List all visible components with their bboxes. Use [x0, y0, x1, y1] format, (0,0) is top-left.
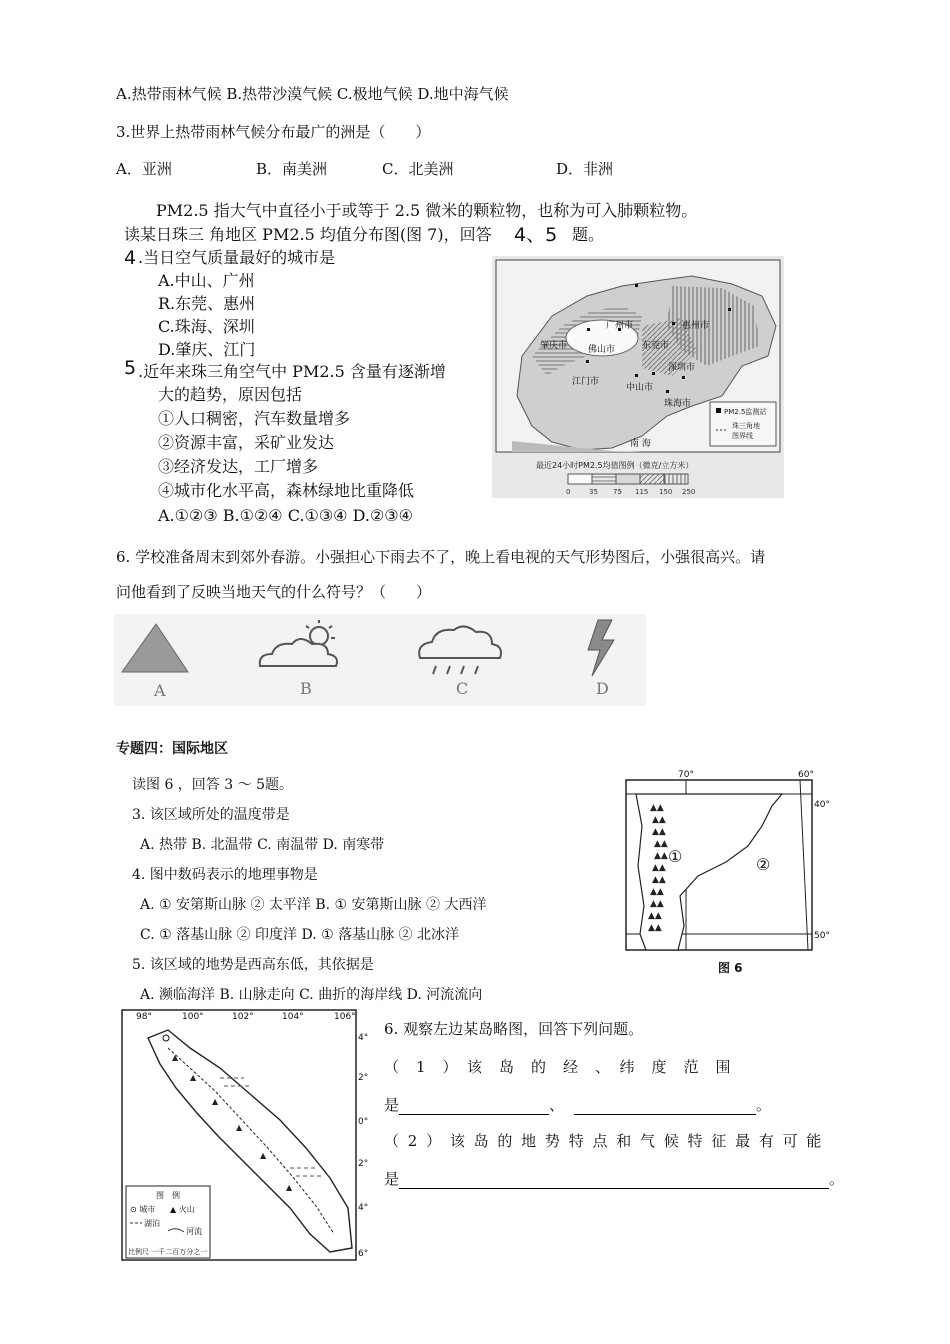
q4-option-b: R.东莞、惠州 [158, 294, 256, 313]
q4-option-a: A.中山、广州 [158, 271, 255, 290]
svg-text:▲▲: ▲▲ [650, 887, 664, 897]
island-lon-104: 104° [282, 1012, 304, 1022]
fig6-lat-40: 40° [814, 800, 830, 810]
svg-text:▲: ▲ [172, 1053, 179, 1062]
map-city-zhaoqing: 肇庆市 [540, 341, 568, 351]
q5-item-4: ④城市化水平高，森林绿地比重降低 [158, 481, 415, 500]
figure-6-map [622, 766, 836, 980]
map-tick-75: 75 [613, 488, 622, 496]
island-legend-volcano: ▲ 火山 [170, 1205, 195, 1214]
q6b-answer-blank-2[interactable] [574, 1098, 756, 1115]
fig6-mark-1: ① [668, 847, 683, 866]
t4-q4-options-1: A. ① 安第斯山脉 ② 太平洋 B. ① 安第斯山脉 ② 大西洋 [140, 897, 487, 913]
map-city-jiangmen: 江门市 [572, 377, 600, 387]
q3-option-a: A．亚洲 [116, 160, 172, 178]
q5-item-3: ③经济发达，工厂增多 [158, 457, 319, 476]
q5-number: 5 [124, 357, 137, 379]
fig6-mark-2: ② [756, 855, 771, 874]
svg-text:▲: ▲ [236, 1123, 243, 1132]
svg-text:▲: ▲ [190, 1073, 197, 1082]
weather-label-a: A [154, 681, 166, 700]
q4-stem: .当日空气质量最好的城市是 [138, 248, 336, 267]
pm-intro-line2: 读某日珠三 角地区 PM2.5 均值分布图(图 7)，回答 [124, 225, 492, 244]
island-lat-2n: 2° [358, 1073, 369, 1083]
map-tick-0: 0 [566, 488, 571, 496]
partly-cloudy-icon [260, 620, 337, 666]
map-city-dongguan: 东莞市 [642, 341, 670, 351]
q6b-answer-blank-1[interactable] [399, 1098, 549, 1115]
pm-question-range: 4、5 [514, 224, 558, 246]
q4-number: 4 [124, 247, 137, 269]
svg-text:▲: ▲ [260, 1151, 267, 1160]
pm25-map [492, 256, 784, 498]
q3-option-c: C．北美洲 [382, 160, 454, 178]
map-sea-label: 南 海 [630, 439, 651, 449]
svg-text:▲: ▲ [286, 1183, 293, 1192]
q6b-part1-is: 是 [384, 1096, 400, 1114]
map-tick-250: 250 [682, 488, 696, 496]
q5-item-2: ②资源丰富，采矿业发达 [158, 433, 335, 452]
topic4-heading: 专题四：国际地区 [116, 741, 228, 757]
t4-q4-options-2: C. ① 落基山脉 ② 印度洋 D. ① 落基山脉 ② 北冰洋 [140, 927, 459, 943]
topic4-read-prompt: 读图 6 ，回答 3 ～ 5题。 [132, 777, 293, 793]
map-city-shenzhen: 深圳市 [668, 363, 696, 373]
island-legend-river: 河流 [186, 1227, 202, 1236]
map-city-zhuhai: 珠海市 [664, 399, 692, 409]
q6b-part2-is: 是 [384, 1170, 400, 1188]
fig6-caption: 图 6 [718, 961, 743, 975]
t4-q4-stem: 4. 图中数码表示的地理事物是 [132, 867, 318, 883]
t4-q5-options: A. 濒临海洋 B. 山脉走向 C. 曲折的海岸线 D. 河流流向 [140, 987, 483, 1003]
lightning-icon [588, 620, 614, 676]
q6b-answer-blank-3[interactable] [399, 1172, 829, 1189]
island-map [120, 1008, 372, 1262]
rain-cloud-icon [419, 626, 501, 674]
island-lon-98: 98° [136, 1012, 152, 1022]
q6b-part1-end: 。 [756, 1096, 772, 1114]
map-tick-150: 150 [659, 488, 673, 496]
map-legend-boundary: 图界线 [732, 432, 753, 440]
map-city-foshan: 佛山市 [588, 345, 616, 355]
fig6-lon-60: 60° [798, 770, 814, 780]
q5-stem-line1: .近年来珠三角空气中 PM2.5 含量有逐渐增 [138, 362, 446, 381]
q5-item-1: ①人口稠密，汽车数量增多 [158, 409, 351, 428]
q5-answer-options: A.①②③ B.①②④ C.①③④ D.②③④ [158, 506, 413, 525]
island-legend-title: 图 例 [156, 1191, 180, 1200]
t4-q3-stem: 3. 该区域所处的温度带是 [132, 807, 290, 823]
island-lat-4s: 4° [358, 1203, 369, 1213]
island-lon-102: 102° [232, 1012, 254, 1022]
triangle-icon [122, 624, 188, 672]
map-tick-35: 35 [589, 488, 598, 496]
svg-text:▲▲: ▲▲ [652, 863, 666, 873]
map-caption: 最近24小时PM2.5均值图例（微克/立方米） [536, 461, 694, 470]
q6b-part2-line1: （ 2 ） 该 岛 的 地 势 特 点 和 气 候 特 征 最 有 可 能 [384, 1132, 824, 1150]
q6b-part2-end: 。 [829, 1170, 845, 1188]
q3-option-b: B．南美洲 [256, 160, 328, 178]
weather-label-d: D [596, 679, 609, 698]
pm-intro-line1: PM2.5 指大气中直径小于或等于 2.5 微米的颗粒物，也称为可入肺颗粒物。 [156, 201, 698, 220]
q6-stem-line1: 6. 学校准备周末到郊外春游。小强担心下雨去不了，晚上看电视的天气形势图后，小强很高兴。请 [116, 548, 766, 566]
island-legend-city: ⊙ 城市 [130, 1205, 156, 1214]
q4-option-c: C.珠海、深圳 [158, 317, 255, 336]
island-lon-100: 100° [182, 1012, 204, 1022]
island-legend-lake: 湖泊 [144, 1219, 160, 1228]
island-lat-6s: 6° [358, 1249, 369, 1259]
t4-q3-options: A. 热带 B. 北温带 C. 南温带 D. 南寒带 [140, 837, 385, 853]
map-city-guangzhou: 广州市 [606, 321, 634, 331]
q6b-stem: 6. 观察左边某岛略图，回答下列问题。 [384, 1020, 644, 1038]
q6b-part2-line2 [384, 1169, 844, 1189]
t4-q5-stem: 5. 该区域的地势是西高东低，其依据是 [132, 957, 374, 973]
map-legend-station: PM2.5监测站 [724, 408, 767, 416]
q6-stem-line2: 问他看到了反映当地天气的什么符号？（ ） [116, 583, 432, 601]
weather-label-b: B [300, 679, 312, 698]
q4-option-d: D.肇庆、江门 [158, 340, 256, 359]
svg-text:▲▲: ▲▲ [650, 803, 664, 813]
map-city-huizhou: 惠州市 [682, 321, 710, 331]
pm-intro-end: 题。 [572, 225, 605, 244]
island-legend-scale: 比例尺 一千二百万分之一 [128, 1248, 208, 1256]
svg-text:▲▲: ▲▲ [648, 923, 662, 933]
weather-symbols-figure [114, 614, 646, 706]
q6b-part1-line2 [384, 1095, 771, 1115]
q6b-part1-line1: （ 1 ） 该 岛 的 经 、 纬 度 范 围 [384, 1058, 732, 1076]
svg-text:▲: ▲ [212, 1097, 219, 1106]
q3-stem: 3.世界上热带雨林气候分布最广的洲是（ ） [116, 123, 431, 141]
svg-text:▲▲: ▲▲ [650, 899, 664, 909]
q6b-part1-sep: 、 [549, 1096, 565, 1114]
svg-text:▲▲: ▲▲ [654, 839, 668, 849]
svg-text:▲▲: ▲▲ [654, 851, 668, 861]
svg-text:▲▲: ▲▲ [652, 875, 666, 885]
fig6-lon-70: 70° [678, 770, 694, 780]
map-tick-115: 115 [635, 488, 649, 496]
weather-label-c: C [456, 679, 469, 698]
fig6-lat-50: 50° [814, 931, 830, 941]
island-lon-106: 106° [334, 1012, 356, 1022]
prev-question-options: A.热带雨林气候 B.热带沙漠气候 C.极地气候 D.地中海气候 [116, 85, 509, 103]
map-city-zhongshan: 中山市 [626, 383, 654, 393]
q3-option-d: D．非洲 [556, 160, 614, 178]
q5-stem-line2: 大的趋势，原因包括 [158, 385, 303, 404]
svg-text:▲▲: ▲▲ [652, 827, 666, 837]
island-lat-0: 0° [358, 1117, 369, 1127]
map-legend-region: 珠三角地 [732, 422, 760, 430]
island-lat-2s: 2° [358, 1159, 369, 1169]
island-lat-4n: 4° [358, 1033, 369, 1043]
svg-text:▲▲: ▲▲ [648, 911, 662, 921]
svg-text:▲▲: ▲▲ [652, 815, 666, 825]
